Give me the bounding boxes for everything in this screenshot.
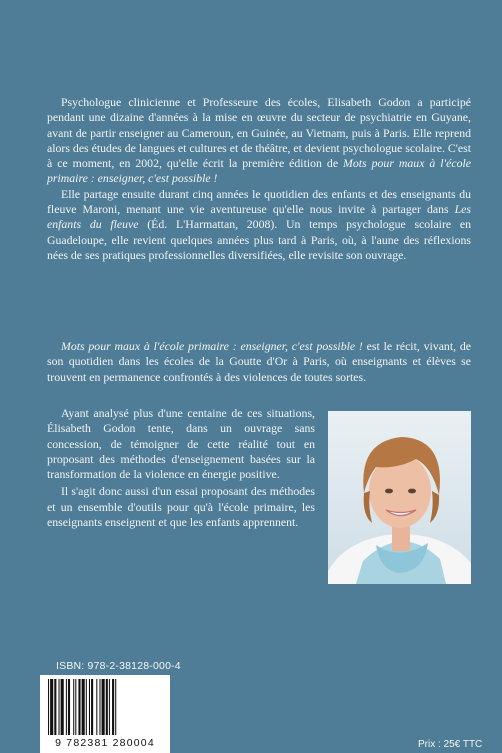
book-title-italic: Mots pour maux à l'école primaire : enseigner, c'est possible ! (61, 339, 363, 353)
summary-paragraph-3: Il s'agit donc aussi d'un essai proposant des méthodes et un ensemble d'outils pour qu'à l'école primaire, les enseignants enseignent et que les enfants apprennent. (47, 484, 315, 530)
bio-paragraph-1: Psychologue clinicienne et Professeure des écoles, Elisabeth Godon a participé pendant une dizaine d'années à la mise en œuvre du secteur de psychiatrie en Guyane, avant de partir enseigner au Cameroun, en Guinée, au Vietnam, puis à Paris. Elle reprend alors des études de langues et cultures et de théâtre, et devient psychologue scolaire. C'est à ce moment, en 2002, qu'elle écrit la première édition de Mots pour maux à l'école primaire : enseigner, c'est possible ! (47, 95, 471, 186)
bio-paragraph-2: Elle partage ensuite durant cinq années le quotidien des enfants et des enseignants du fleuve Maroni, menant une vie aventureuse qu'elle nous invite à partager dans Les enfants du fleuve (Éd. L'Harmattan, 2008). Un temps psychologue scolaire en Guadeloupe, elle revient quelques années plus tard à Paris, où, à l'aune des réflexions nées de ses pratiques professionnelles diversifiées, elle revisite son ouvrage. (47, 186, 471, 262)
author-portrait-image (328, 411, 471, 584)
summary-paragraph-2: Ayant analysé plus d'une centaine de ces situations, Élisabeth Godon tente, dans un ouvrage sans concession, de témoigner de cette réalité tout en proposant des méthodes d'enseignement basées sur la transformation de la violence en énergie positive. (47, 406, 315, 482)
isbn-label: ISBN: 978-2-38128-000-4 (56, 660, 181, 672)
book-title-italic: Mots pour maux à l'école primaire : enseigner, c'est possible ! (47, 156, 471, 186)
barcode-bars-image (48, 679, 162, 737)
summary-body (47, 406, 315, 532)
barcode (40, 675, 170, 753)
other-book-title-italic: Les enfants du fleuve (47, 202, 471, 232)
barcode-digits: 9 782381 280004 (55, 737, 155, 749)
price-label: Prix : 25€ TTC (418, 739, 483, 750)
summary-paragraph-1: Mots pour maux à l'école primaire : enseigner, c'est possible ! est le récit, vivant, de son quotidien dans les écoles de la Goutte d'Or à Paris, où enseignants et élèves se trouvent en permanence confrontés à des violences de toutes sortes. (47, 339, 471, 384)
author-bio (47, 95, 471, 263)
summary-intro (47, 339, 471, 385)
author-photo (328, 411, 471, 584)
